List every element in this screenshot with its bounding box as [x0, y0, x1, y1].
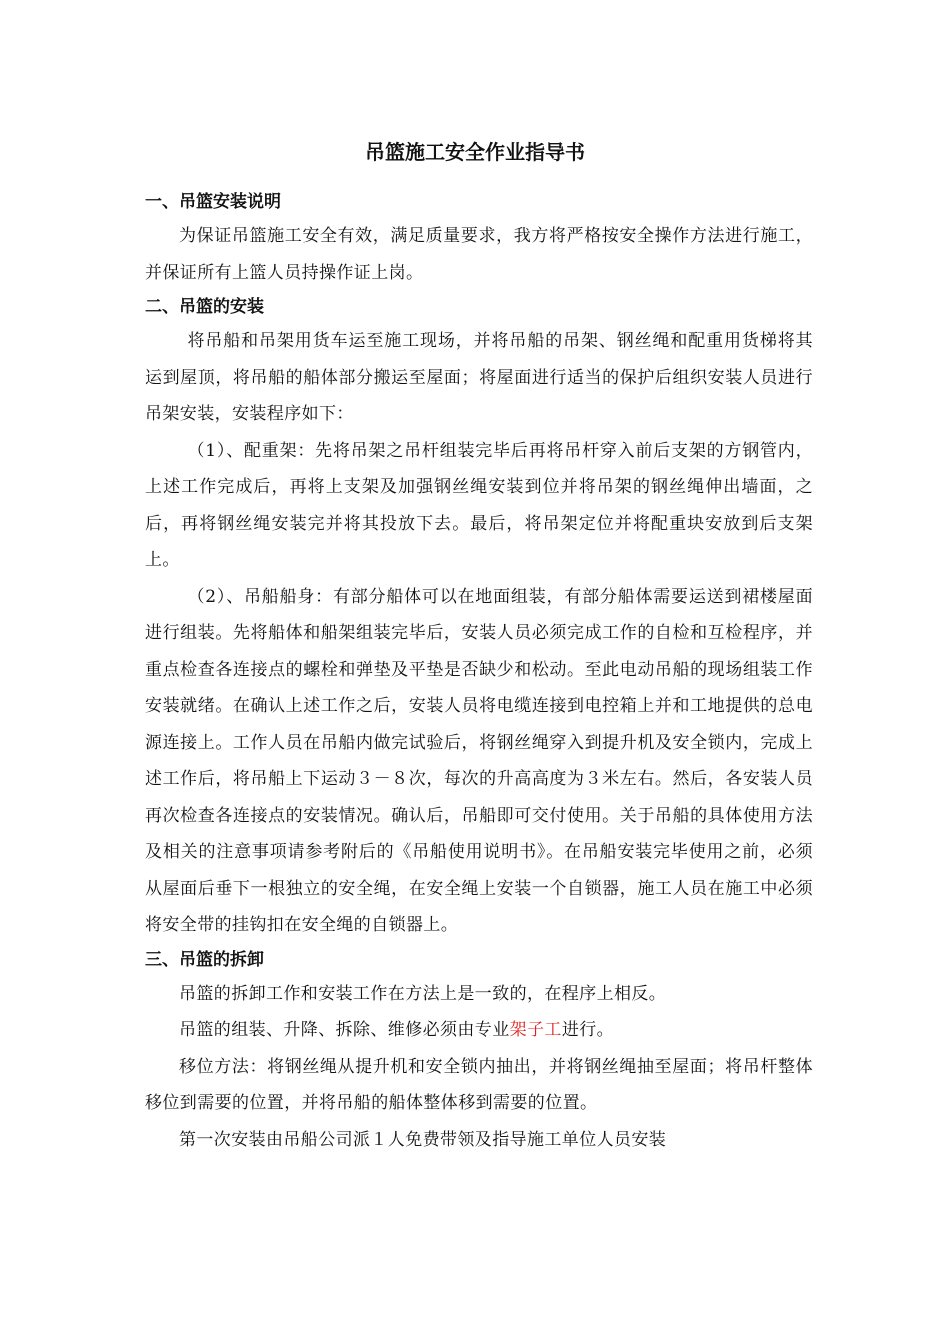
paragraph-platform-body: （2）、吊船船身：有部分船体可以在地面组装，有部分船体需要运送到裙楼屋面进行组装。先将船体和船架组装完毕后，安装人员必须完成工作的自检和互检程序，并重点检查各连接点的螺栓和弹垫及平垫是否缺少和松动。至此电动吊船的现场组装工作安装就绪。在确认上述工作之后，安装人员将电缆连接到电控箱上并和工地提供的总电源连接上。工作人员在吊船内做完试验后，将钢丝绳穿入到提升机及安全锁内，完成上述工作后，将吊船上下运动３－８次，每次的升高高度为３米左右。然后，各安装人员再次检查各连接点的安装情况。确认后，吊船即可交付使用。关于吊船的具体使用方法及相关的注意事项请参考附后的《吊船使用说明书》。在吊船安装完毕使用之前，必须从屋面后垂下一根独立的安全绳，在安全绳上安装一个自锁器，施工人员在施工中必须将安全带的挂钩扣在安全绳的自锁器上。	[145, 586, 813, 935]
qualified-personnel-text-after: 进行。	[561, 1020, 615, 1040]
document-body	[145, 186, 813, 1158]
section-heading-dismantling: 三、吊篮的拆卸	[145, 949, 264, 970]
section-heading-installation-notes: 一、吊篮安装说明	[145, 192, 281, 212]
qualified-personnel-text-before: 吊篮的组装、升降、拆除、维修必须由专业	[179, 1020, 510, 1040]
paragraph-relocation-method: 移位方法：将钢丝绳从提升机和安全锁内抽出，并将钢丝绳抽至屋面；将吊杆整体移位到需要的位置，并将吊船的船体整体移到需要的位置。	[145, 1056, 813, 1113]
paragraph-counterweight-frame: （1）、配重架：先将吊架之吊杆组装完毕后再将吊杆穿入前后支架的方钢管内，上述工作完成后，再将上支架及加强钢丝绳安装到位并将吊架的钢丝绳伸出墙面，之后，再将钢丝绳安装完并将其投放下去。最后，将吊架定位并将配重块安放到后支架上。	[145, 440, 813, 570]
paragraph-first-installation: 第一次安装由吊船公司派１人免费带领及指导施工单位人员安装	[179, 1129, 667, 1150]
highlighted-term-scaffolder: 架子工	[509, 1020, 562, 1040]
document-title: 吊篮施工安全作业指导书	[365, 140, 585, 164]
paragraph-dismantling-method: 吊篮的拆卸工作和安装工作在方法上是一致的，在程序上相反。	[179, 983, 667, 1004]
section-heading-installation: 二、吊篮的安装	[145, 297, 264, 317]
paragraph-qualified-personnel	[145, 1012, 813, 1049]
paragraph-installation-intro: 将吊船和吊架用货车运至施工现场，并将吊船的吊架、钢丝绳和配重用货梯将其运到屋顶，将吊船的船体部分搬运至屋面；将屋面进行适当的保护后组织安装人员进行吊架安装，安装程序如下：	[145, 331, 813, 424]
paragraph-installation-notes: 为保证吊篮施工安全有效，满足质量要求，我方将严格按安全操作方法进行施工，并保证所有上篮人员持操作证上岗。	[145, 226, 813, 283]
